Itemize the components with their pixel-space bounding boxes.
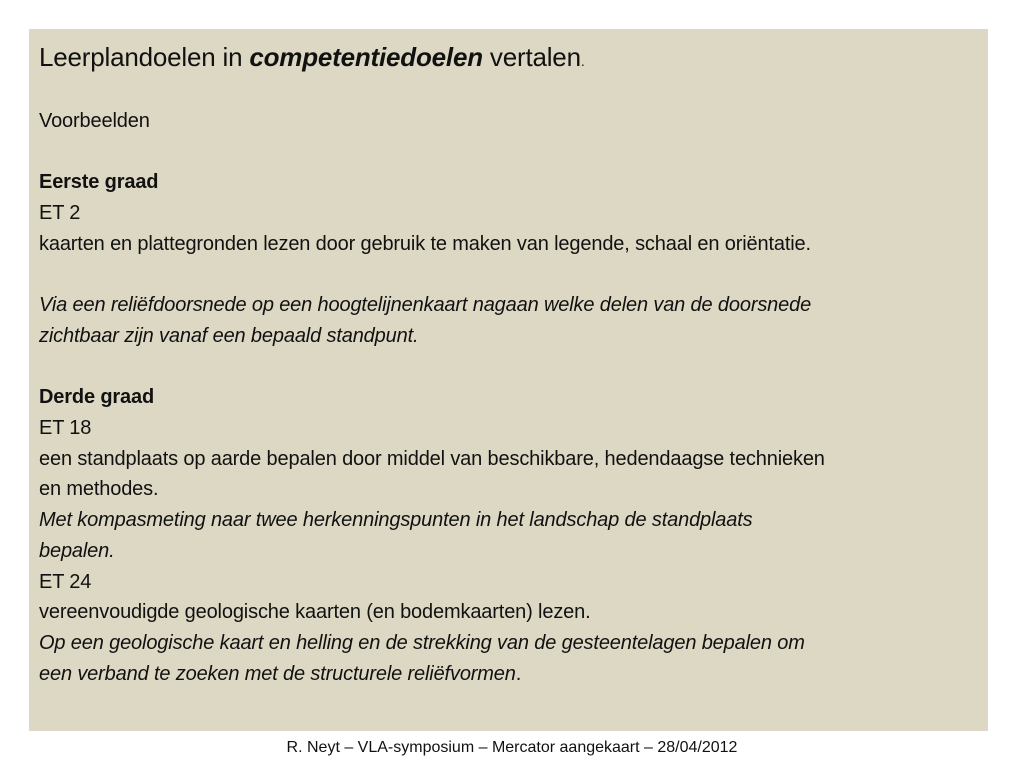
section-2-example-2-period: .	[515, 662, 522, 685]
title-suffix: vertalen	[482, 42, 581, 72]
title-emphasis: competentiedoelen	[249, 42, 483, 72]
title-period: .	[580, 53, 585, 69]
section-2-example-1-line-2: bepalen.	[39, 539, 115, 562]
title-prefix: Leerplandoelen in	[39, 42, 250, 72]
spacer	[39, 352, 978, 383]
section-2-example-2-text: een verband te zoeken met de structurele reliëfvormen	[39, 662, 516, 685]
slide-title	[39, 41, 978, 77]
section-1-example-line-2: zichtbaar zijn vanaf een bepaald standpunt.	[39, 324, 419, 347]
section-1-objective: kaarten en plattegronden lezen door gebruik te maken van legende, schaal en oriëntatie.	[39, 232, 811, 255]
spacer	[39, 137, 978, 168]
section-2-example-2-line-2	[39, 659, 978, 690]
spacer	[39, 260, 978, 291]
section-2-objective-2: vereenvoudigde geologische kaarten (en bodemkaarten) lezen.	[39, 601, 591, 624]
section-2-example-1-line-1: Met kompasmeting naar twee herkenningspunten in het landschap de standplaats	[39, 509, 753, 532]
section-1-heading: Eerste graad	[39, 171, 159, 194]
slide-content-box	[29, 29, 988, 731]
section-2-objective-1-line-2: en methodes.	[39, 478, 159, 501]
section-2-code-1: ET 18	[39, 416, 92, 439]
section-2-example-2-line-1: Op een geologische kaart en helling en de strekking van de gesteentelagen bepalen om	[39, 631, 805, 654]
section-1-code: ET 2	[39, 202, 81, 225]
section-2-heading: Derde graad	[39, 386, 155, 409]
section-2-objective-1-line-1: een standplaats op aarde bepalen door middel van beschikbare, hedendaagse technieken	[39, 447, 825, 470]
section-1-example-line-1: Via een reliëfdoorsnede op een hoogtelijnenkaart nagaan welke delen van de doorsnede	[39, 294, 812, 317]
intro-text: Voorbeelden	[39, 110, 150, 132]
slide-footer: R. Neyt – VLA-symposium – Mercator aangekaart – 28/04/2012	[286, 739, 738, 756]
section-2-code-2: ET 24	[39, 570, 92, 593]
